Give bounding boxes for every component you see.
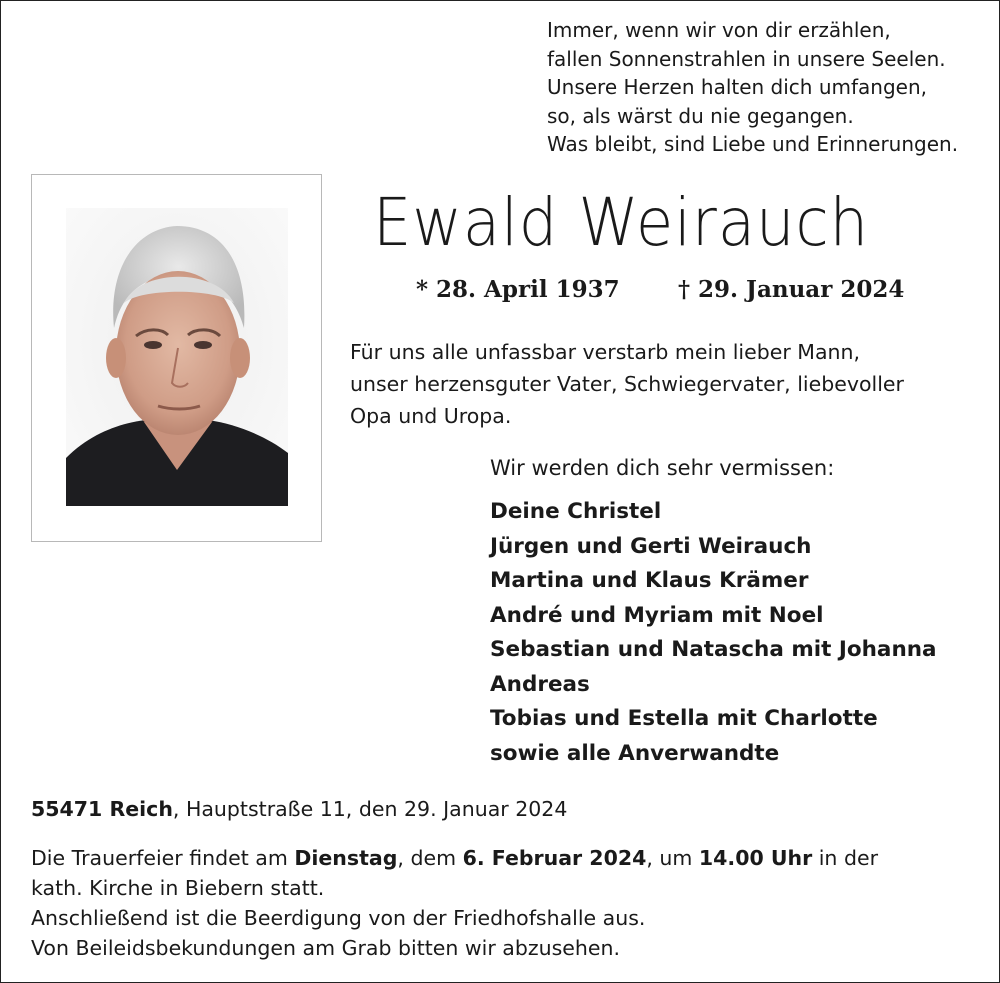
notice-day: Dienstag <box>294 846 398 870</box>
poem-line: so, als wärst du nie gegangen. <box>547 103 854 128</box>
signer-line: sowie alle Anverwandte <box>490 740 780 766</box>
notice-text: in der <box>812 846 878 870</box>
death-date: † 29. Januar 2024 <box>678 276 905 303</box>
notice-text: , um <box>646 846 699 870</box>
birth-date: * 28. April 1937 <box>416 276 620 303</box>
poem <box>547 16 987 159</box>
notice-date: 6. Februar 2024 <box>462 846 647 870</box>
signers-list <box>490 495 937 771</box>
notice-time: 14.00 Uhr <box>698 846 813 870</box>
signer-line: André und Myriam mit Noel <box>490 602 824 628</box>
poem-line: fallen Sonnenstrahlen in unsere Seelen. <box>547 46 946 71</box>
address-line <box>31 797 567 821</box>
notice-line <box>31 843 971 873</box>
funeral-notice <box>31 843 971 963</box>
notice-text: , dem <box>397 846 463 870</box>
notice-line: Anschließend ist die Beerdigung von der Friedhofshalle aus. <box>31 906 646 930</box>
signer-line: Sebastian und Natascha mit Johanna <box>490 637 937 662</box>
poem-line: Immer, wenn wir von dir erzählen, <box>547 18 891 42</box>
intro-line: Opa und Uropa. <box>350 404 512 428</box>
deceased-name: Ewald Weirauch <box>373 184 870 261</box>
intro-text <box>350 336 960 432</box>
signer-line: Martina und Klaus Krämer <box>490 568 809 593</box>
photo-frame <box>31 174 322 542</box>
notice-line: kath. Kirche in Biebern statt. <box>31 876 325 900</box>
intro-line: unser herzensguter Vater, Schwiegervater, liebevoller <box>350 372 904 396</box>
intro-line: Für uns alle unfassbar verstarb mein lieber Mann, <box>350 340 861 364</box>
signer-line: Andreas <box>490 671 590 697</box>
notice-text: Die Trauerfeier findet am <box>31 846 295 870</box>
signer-line: Jürgen und Gerti Weirauch <box>490 533 812 559</box>
signer-line: Deine Christel <box>490 499 662 524</box>
portrait-photo <box>66 208 288 506</box>
address-rest: , Hauptstraße 11, den 29. Januar 2024 <box>172 797 568 821</box>
poem-line: Was bleibt, sind Liebe und Erinnerungen. <box>547 132 959 156</box>
poem-line: Unsere Herzen halten dich umfangen, <box>547 75 927 99</box>
miss-line: Wir werden dich sehr vermissen: <box>490 456 835 480</box>
notice-line: Von Beileidsbekundungen am Grab bitten wir abzusehen. <box>31 936 621 960</box>
signer-line: Tobias und Estella mit Charlotte <box>490 706 878 731</box>
address-place: 55471 Reich <box>31 797 173 821</box>
